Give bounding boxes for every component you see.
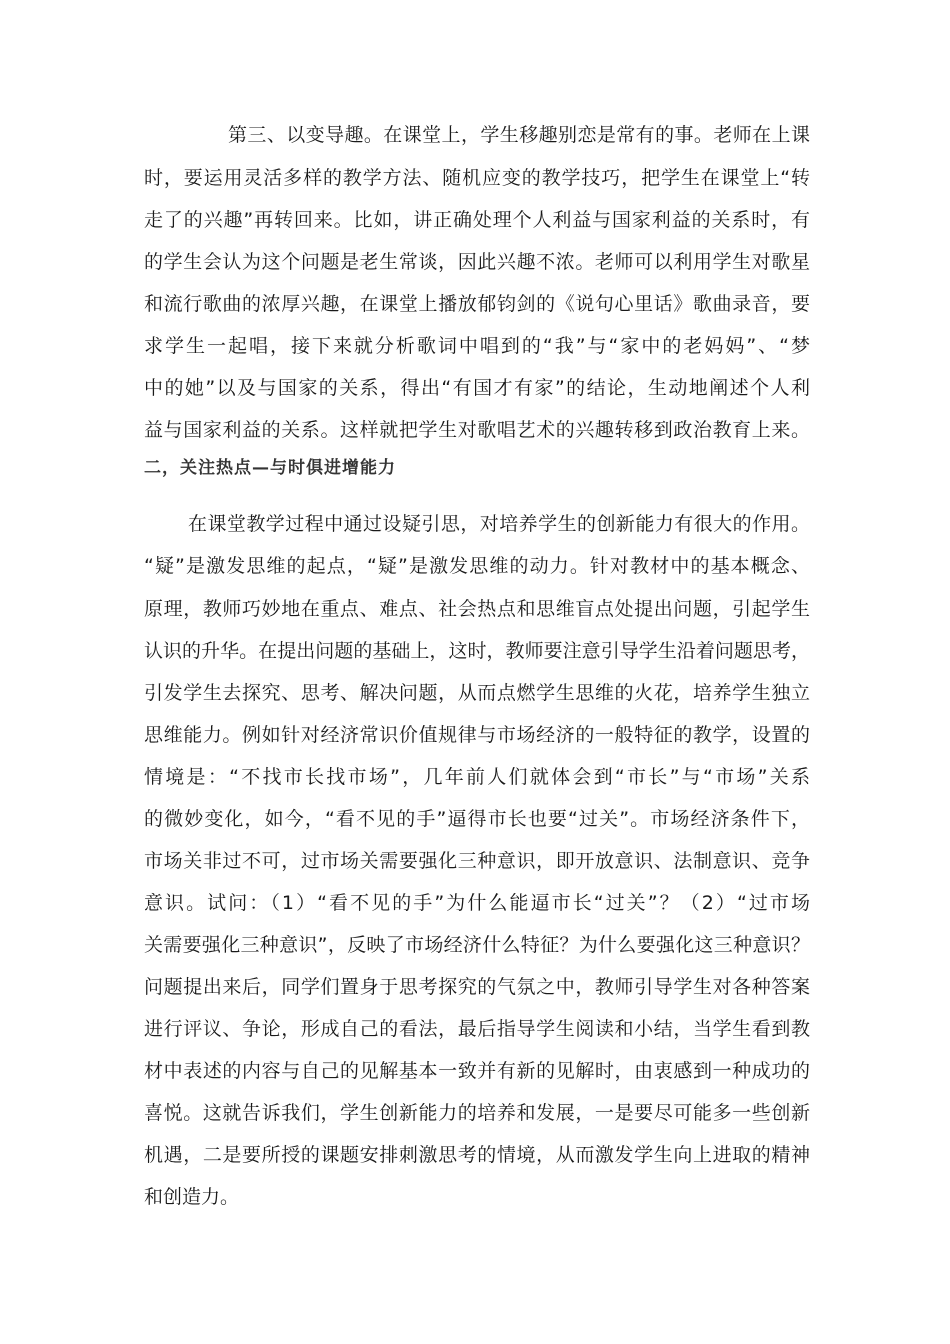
paragraph-line: 问题提出来后，同学们置身于思考探究的气氛之中，教师引导学生对各种答案 xyxy=(144,976,810,998)
paragraph-line: 情境是：“不找市长找市场”，几年前人们就体会到“市长”与“市场”关系 xyxy=(144,766,810,788)
paragraph-line: 意识。试问：（1）“看不见的手”为什么能逼市长“过关”？（2）“过市场 xyxy=(144,892,810,914)
paragraph-line: 思维能力。例如针对经济常识价值规律与市场经济的一般特征的教学，设置的 xyxy=(144,724,810,746)
paragraph-line: 和流行歌曲的浓厚兴趣，在课堂上播放郁钧剑的《说句心里话》歌曲录音，要 xyxy=(144,293,810,315)
paragraph-line: 喜悦。这就告诉我们，学生创新能力的培养和发展，一是要尽可能多一些创新 xyxy=(144,1102,810,1124)
paragraph-line: 关需要强化三种意识”，反映了市场经济什么特征？为什么要强化这三种意识？ xyxy=(144,934,810,956)
paragraph-line: 求学生一起唱，接下来就分析歌词中唱到的“我”与“家中的老妈妈”、“梦 xyxy=(144,335,810,357)
paragraph-line: 走了的兴趣”再转回来。比如，讲正确处理个人利益与国家利益的关系时，有 xyxy=(144,209,810,231)
paragraph-line: 的微妙变化，如今，“看不见的手”逼得市长也要“过关”。市场经济条件下， xyxy=(144,808,810,830)
paragraph-line: 原理，教师巧妙地在重点、难点、社会热点和思维盲点处提出问题，引起学生 xyxy=(144,598,810,620)
paragraph-line: 引发学生去探究、思考、解决问题，从而点燃学生思维的火花，培养学生独立 xyxy=(144,682,810,704)
paragraph-line: 机遇，二是要所授的课题安排刺激思考的情境，从而激发学生向上进取的精神 xyxy=(144,1144,810,1166)
paragraph-line: “疑”是激发思维的起点，“疑”是激发思维的动力。针对教材中的基本概念、 xyxy=(144,555,810,577)
section-heading: 二，关注热点—与时俱进增能力 xyxy=(144,458,396,478)
paragraph-line: 进行评议、争论，形成自己的看法，最后指导学生阅读和小结，当学生看到教 xyxy=(144,1018,810,1040)
paragraph-line: 和创造力。 xyxy=(144,1186,240,1208)
paragraph-line: 中的她”以及与国家的关系，得出“有国才有家”的结论，生动地阐述个人利 xyxy=(144,377,810,399)
paragraph-line: 市场关非过不可，过市场关需要强化三种意识，即开放意识、法制意识、竞争 xyxy=(144,850,810,872)
paragraph-line: 的学生会认为这个问题是老生常谈，因此兴趣不浓。老师可以利用学生对歌星 xyxy=(144,251,810,273)
paragraph-line: 在课堂教学过程中通过设疑引思，对培养学生的创新能力有很大的作用。 xyxy=(188,513,810,535)
paragraph-line: 认识的升华。在提出问题的基础上，这时，教师要注意引导学生沿着问题思考， xyxy=(144,640,810,662)
paragraph-line: 材中表述的内容与自己的见解基本一致并有新的见解时，由衷感到一种成功的 xyxy=(144,1060,810,1082)
paragraph-line: 第三、以变导趣。在课堂上，学生移趣别恋是常有的事。老师在上课 xyxy=(228,124,810,146)
paragraph-line: 益与国家利益的关系。这样就把学生对歌唱艺术的兴趣转移到政治教育上来。 xyxy=(144,419,810,441)
paragraph-line: 时，要运用灵活多样的教学方法、随机应变的教学技巧，把学生在课堂上“转 xyxy=(144,167,810,189)
